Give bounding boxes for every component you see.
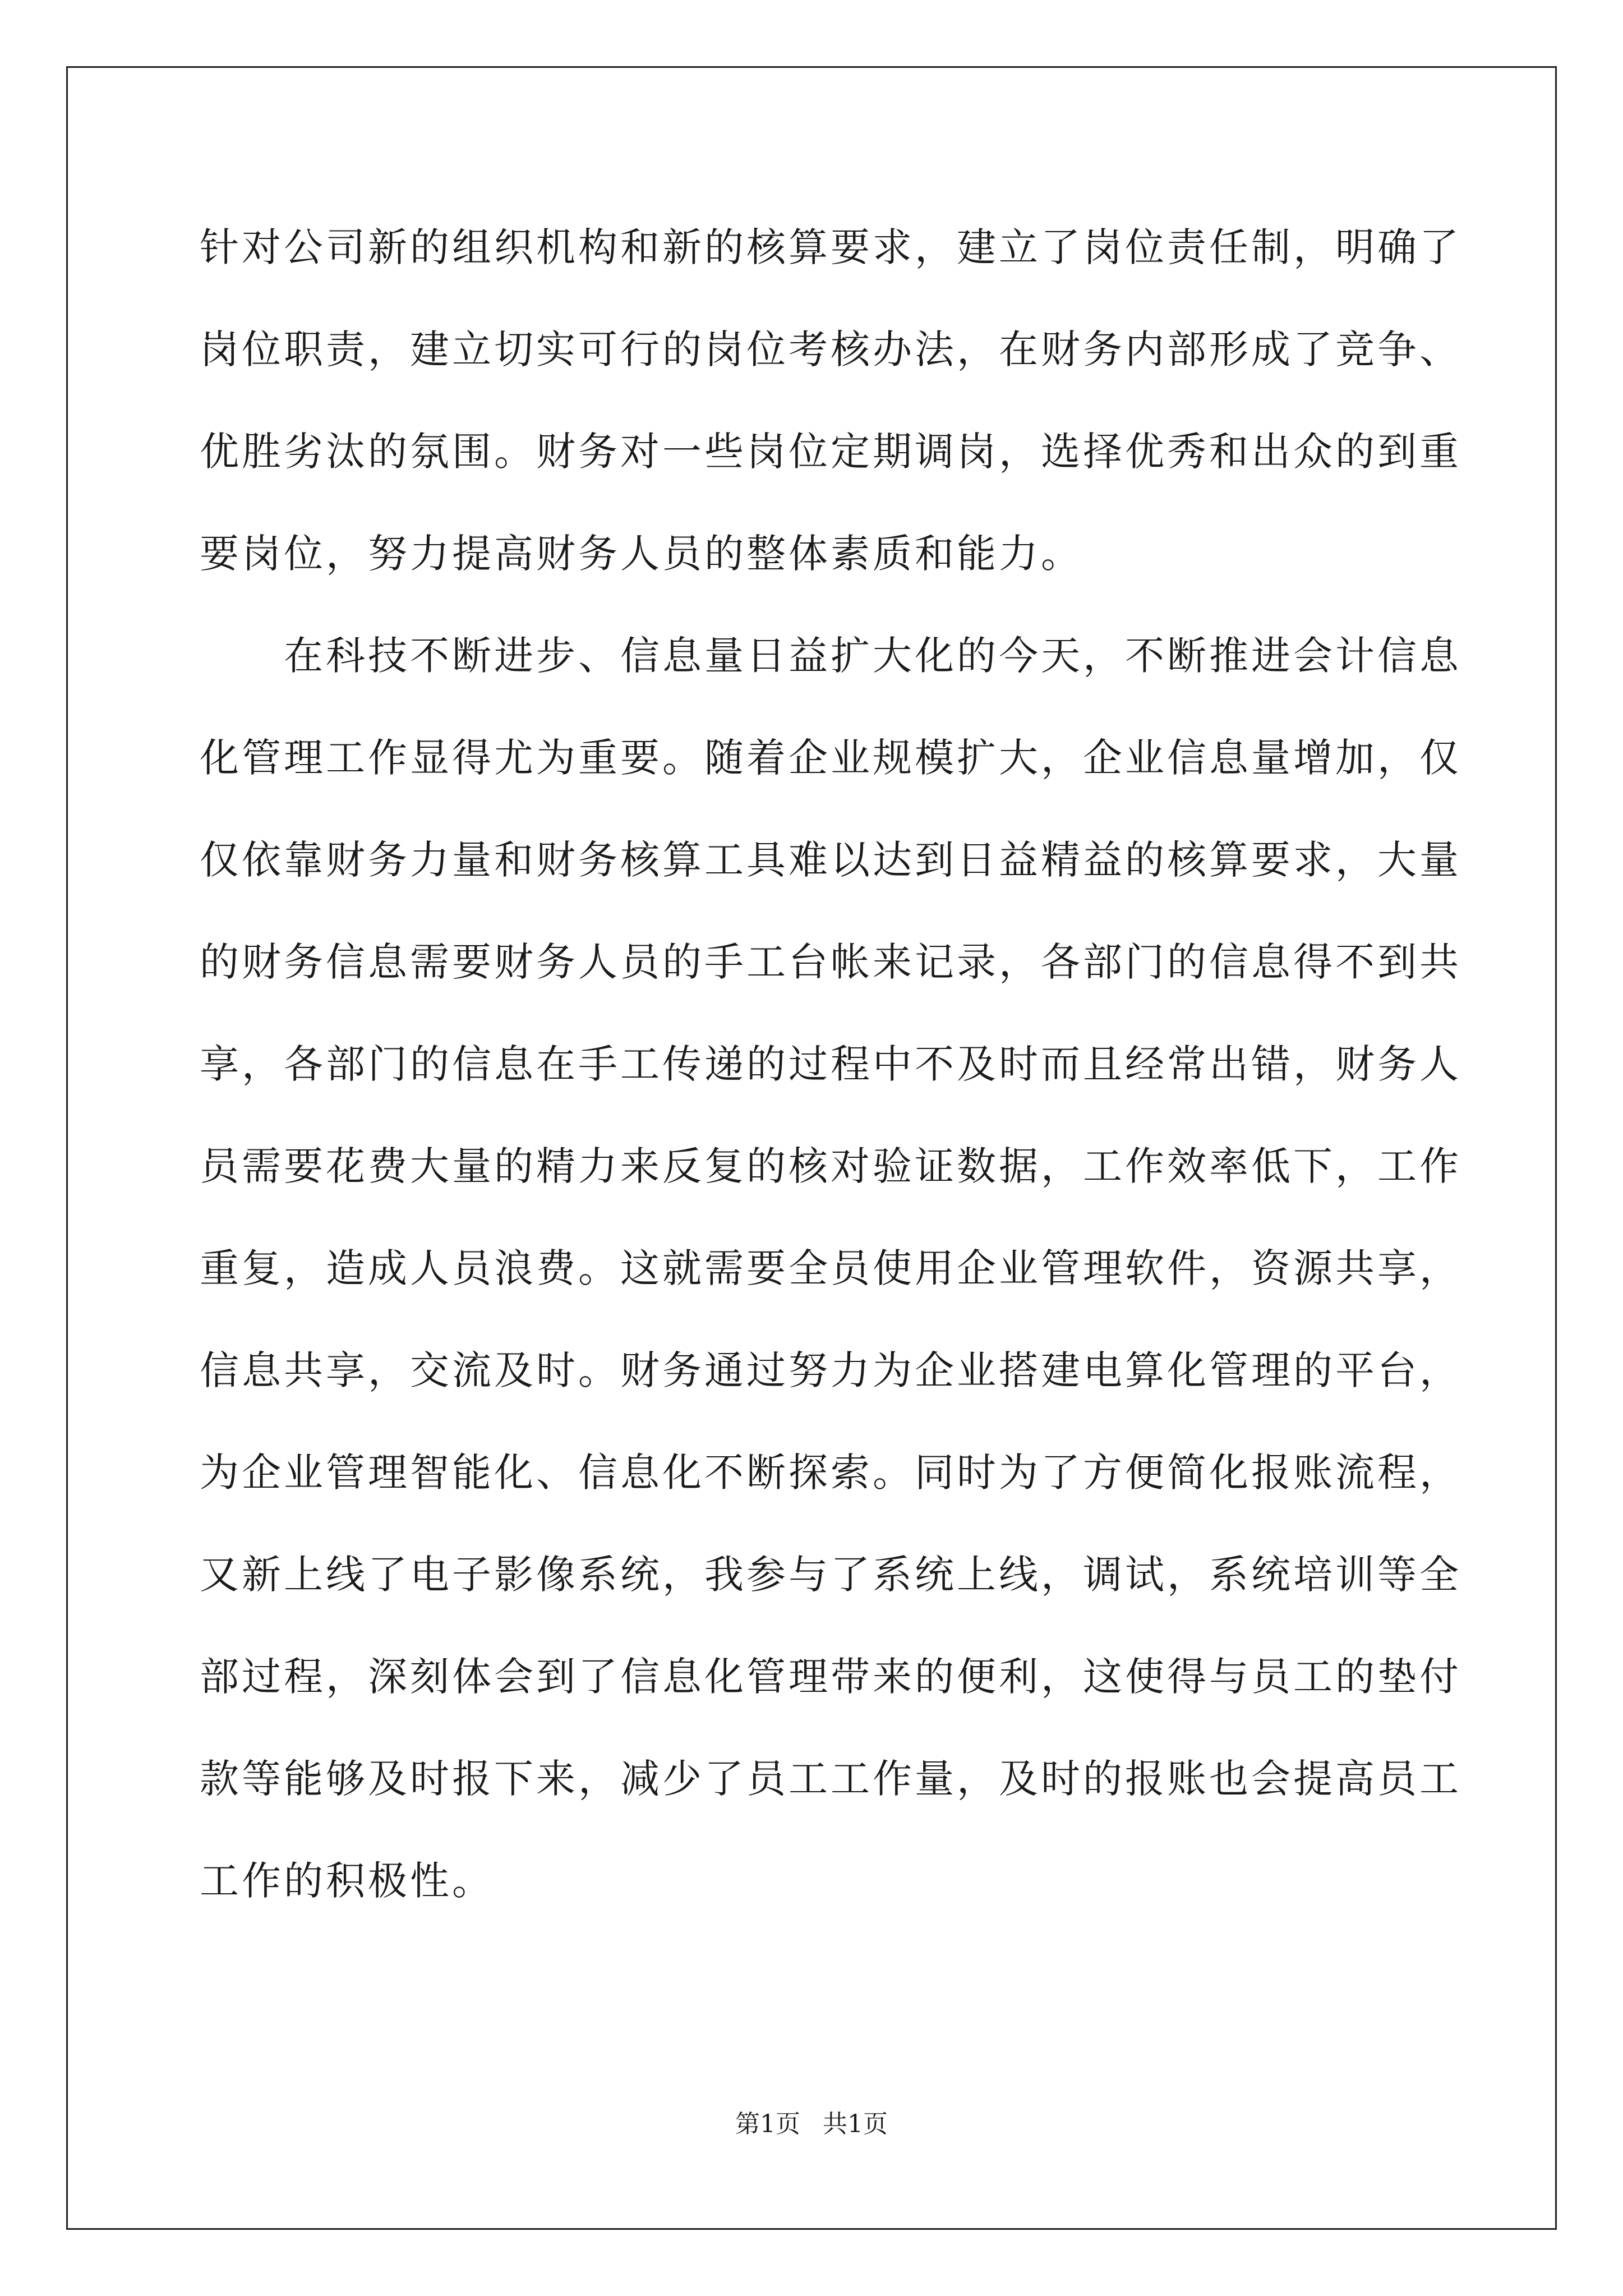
text-line: 要岗位，努力提高财务人员的整体素质和能力。 bbox=[200, 531, 1083, 577]
text-line: 又新上线了电子影像系统，我参与了系统上线，调试，系统培训等全 bbox=[200, 1552, 1461, 1598]
text-line: 化管理工作显得尤为重要。随着企业规模扩大，企业信息量增加，仅 bbox=[200, 735, 1461, 781]
text-line: 享，各部门的信息在手工传递的过程中不及时而且经常出错，财务人 bbox=[200, 1041, 1461, 1087]
page-number: 第1页 bbox=[735, 2110, 800, 2138]
text-line: 为企业管理智能化、信息化不断探索。同时为了方便简化报账流程， bbox=[200, 1450, 1461, 1496]
text-line: 岗位职责，建立切实可行的岗位考核办法，在财务内部形成了竞争、 bbox=[200, 326, 1461, 372]
text-line: 部过程，深刻体会到了信息化管理带来的便利，这使得与员工的垫付 bbox=[200, 1654, 1461, 1700]
text-line: 款等能够及时报下来，减少了员工工作量，及时的报账也会提高员工 bbox=[200, 1756, 1461, 1802]
page-total: 共1页 bbox=[823, 2110, 888, 2138]
text-line: 重复，造成人员浪费。这就需要全员使用企业管理软件，资源共享， bbox=[200, 1245, 1461, 1291]
page-footer bbox=[0, 2104, 1623, 2139]
paragraph bbox=[200, 605, 1461, 1932]
text-line: 针对公司新的组织机构和新的核算要求，建立了岗位责任制，明确了 bbox=[200, 224, 1461, 270]
paragraph bbox=[200, 196, 1461, 605]
text-line: 优胜劣汰的氛围。财务对一些岗位定期调岗，选择优秀和出众的到重 bbox=[200, 429, 1461, 475]
document-body bbox=[200, 196, 1461, 1932]
text-line: 员需要花费大量的精力来反复的核对验证数据，工作效率低下，工作 bbox=[200, 1143, 1461, 1189]
text-line: 的财务信息需要财务人员的手工台帐来记录，各部门的信息得不到共 bbox=[200, 939, 1461, 985]
text-line: 信息共享，交流及时。财务通过努力为企业搭建电算化管理的平台， bbox=[200, 1347, 1461, 1393]
text-line: 工作的积极性。 bbox=[200, 1858, 494, 1904]
text-line: 在科技不断进步、信息量日益扩大化的今天，不断推进会计信息 bbox=[284, 633, 1461, 679]
text-line: 仅依靠财务力量和财务核算工具难以达到日益精益的核算要求，大量 bbox=[200, 837, 1461, 883]
